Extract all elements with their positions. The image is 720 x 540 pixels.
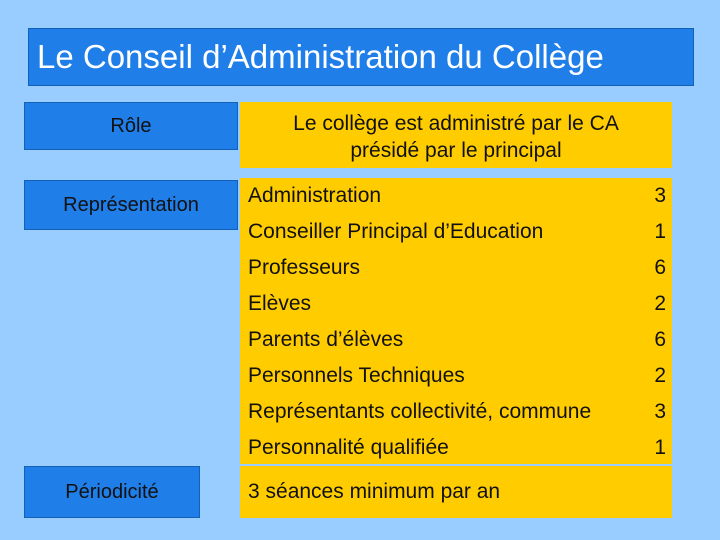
periodicite-content-box (240, 466, 672, 518)
representation-row (248, 214, 666, 250)
member-category: Personnalité qualifiée (248, 436, 449, 459)
representation-label-box (24, 180, 238, 230)
representation-row (248, 178, 666, 214)
member-count: 3 (654, 184, 666, 207)
role-description (240, 102, 672, 164)
periodicite-label-box (24, 466, 200, 518)
member-count: 6 (654, 328, 666, 351)
member-category: Professeurs (248, 256, 361, 279)
representation-label: Représentation (63, 193, 199, 216)
role-label: Rôle (110, 114, 152, 137)
representation-row (248, 430, 666, 466)
role-label-box (24, 102, 238, 150)
member-category: Elèves (248, 292, 312, 315)
role-text-line-2: présidé par le principal (350, 139, 562, 162)
member-count: 2 (654, 364, 666, 387)
representation-row (248, 322, 666, 358)
member-count: 1 (654, 220, 666, 243)
member-count: 3 (654, 400, 666, 423)
member-category: Conseiller Principal d’Education (248, 220, 544, 243)
title-bar (28, 28, 694, 86)
member-count: 2 (654, 292, 666, 315)
member-category: Parents d’élèves (248, 328, 404, 351)
representation-row (248, 394, 666, 430)
representation-content-box (240, 178, 672, 464)
member-count: 1 (654, 436, 666, 459)
role-content-box (240, 102, 672, 168)
member-category: Personnels Techniques (248, 364, 465, 387)
role-text-line-1: Le collège est administré par le CA (293, 112, 619, 135)
member-count: 6 (654, 256, 666, 279)
page-title: Le Conseil d’Administration du Collège (37, 38, 604, 75)
member-category: Administration (248, 184, 382, 207)
periodicite-text: 3 séances minimum par an (248, 480, 501, 503)
representation-row (248, 358, 666, 394)
member-category: Représentants collectivité, commune (248, 400, 592, 423)
periodicite-label: Périodicité (65, 480, 159, 503)
representation-row (248, 250, 666, 286)
representation-row (248, 286, 666, 322)
